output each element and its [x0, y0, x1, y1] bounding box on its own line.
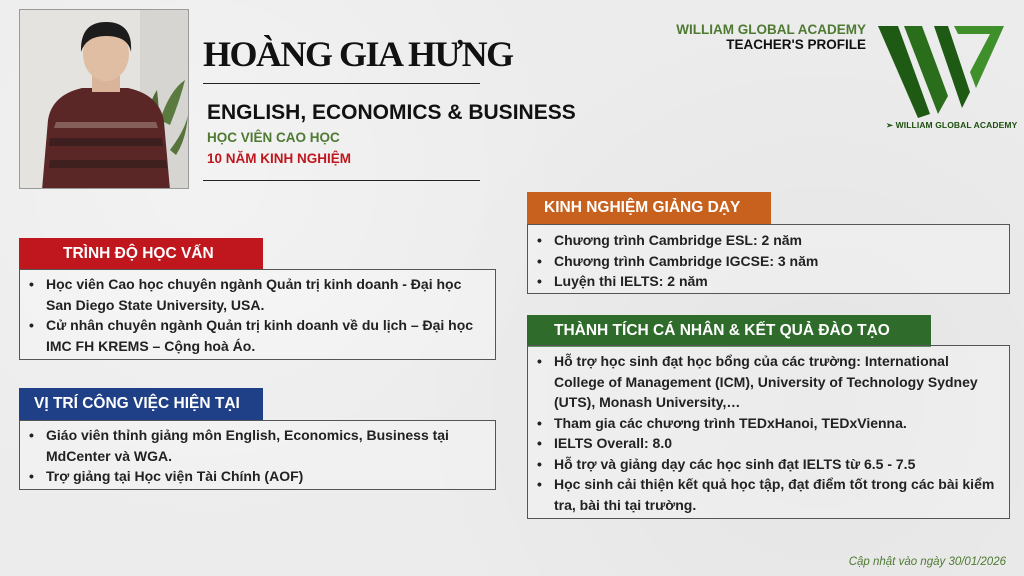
degree-label: HỌC VIÊN CAO HỌC [207, 130, 340, 145]
divider-top [203, 83, 480, 84]
logo-caption: ➢ WILLIAM GLOBAL ACADEMY [886, 120, 1018, 130]
education-box [19, 269, 496, 360]
teacher-name: HOÀNG GIA HƯNG [203, 34, 513, 74]
teaching-experience-header: KINH NGHIỆM GIẢNG DẠY [527, 192, 771, 224]
experience-years: 10 NĂM KINH NGHIỆM [207, 151, 352, 166]
current-job-box [19, 420, 496, 490]
current-job-item: • Trợ giảng tại Học viện Tài Chính (AOF) [23, 466, 487, 487]
achievement-item: • IELTS Overall: 8.0 [531, 433, 1001, 454]
teaching-experience-item: • Chương trình Cambridge ESL: 2 năm [531, 230, 1001, 251]
teaching-experience-box [527, 224, 1010, 294]
education-item: • Cử nhân chuyên ngành Quản trị kinh doanh về du lịch – Đại học IMC FH KREMS – Cộng hoà Áo. [23, 315, 487, 356]
current-job-header: VỊ TRÍ CÔNG VIỆC HIỆN TẠI [19, 388, 263, 420]
achievement-item: • Hỗ trợ và giảng dạy các học sinh đạt IELTS từ 6.5 - 7.5 [531, 454, 1001, 475]
document-type: TEACHER'S PROFILE [726, 37, 866, 52]
last-updated: Cập nhật vào ngày 30/01/2026 [848, 556, 1006, 568]
academy-logo [878, 22, 1006, 120]
teaching-subjects: ENGLISH, ECONOMICS & BUSINESS [207, 101, 576, 124]
achievements-header: THÀNH TÍCH CÁ NHÂN & KẾT QUẢ ĐÀO TẠO [527, 315, 931, 347]
teaching-experience-item: • Chương trình Cambridge IGCSE: 3 năm [531, 251, 1001, 272]
achievements-box [527, 345, 1010, 519]
achievement-item: • Tham gia các chương trình TEDxHanoi, TEDxVienna. [531, 413, 1001, 434]
teacher-photo [19, 9, 189, 189]
education-header: TRÌNH ĐỘ HỌC VẤN [19, 238, 263, 270]
achievement-item: • Học sinh cải thiện kết quả học tập, đạt điểm tốt trong các bài kiểm tra, bài thi tại trường. [531, 474, 1001, 515]
academy-name: WILLIAM GLOBAL ACADEMY [676, 22, 866, 37]
education-item: • Học viên Cao học chuyên ngành Quản trị kinh doanh - Đại học San Diego State University, USA. [23, 274, 487, 315]
divider-bottom [203, 180, 480, 181]
current-job-item: • Giáo viên thỉnh giảng môn English, Economics, Business tại MdCenter và WGA. [23, 425, 487, 466]
teaching-experience-item: • Luyện thi IELTS: 2 năm [531, 271, 1001, 292]
achievement-item: • Hỗ trợ học sinh đạt học bổng của các trường: International College of Management (ICM), University of Technology Sydney (UTS), Monash University,… [531, 351, 1001, 413]
